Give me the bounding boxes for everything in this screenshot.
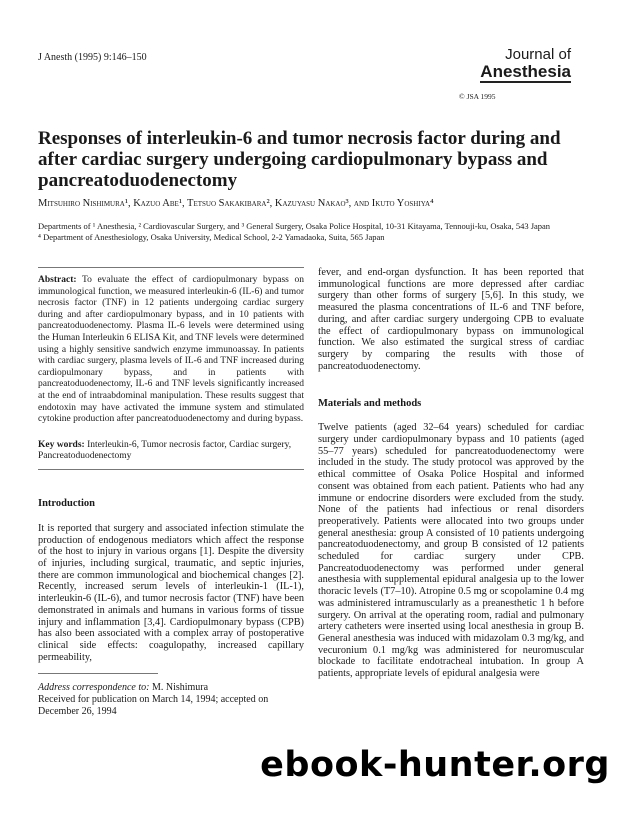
methods-heading: Materials and methods — [318, 398, 422, 410]
affiliation-1: Departments of ¹ Anesthesia, ² Cardiovascular Surgery, and ³ General Surgery, Osaka Police Hospital, 10-31 Kitayama, Tennouji-ku, Osaka, 543 Japan — [38, 221, 551, 231]
author-list: Mitsuhiro Nishimura¹, Kazuo Abe¹, Tetsuo Sakakibara², Kazuyasu Nakao³, and Ikuto Yoshiya⁴ — [38, 198, 434, 209]
journal-logo-line1: Journal of — [505, 46, 571, 63]
introduction-heading: Introduction — [38, 497, 95, 509]
abstract-text: To evaluate the effect of cardiopulmonary bypass on immunological function, we measured interleukin-6 (IL-6) and tumor necrosis factor (TNF) in 12 patients undergoing cardiac surgery during and after cardiopulmonary bypass, and in 10 patients with pancreatoduodenectomy. Plasma IL-6 levels were determined using the Human Interleukin 6 ELISA Kit, and TNF levels were determined using a highly sensitive sandwich enzyme immunoassay. In patients with cardiac surgery, plasma levels of IL-6 and TNF increased during cardiopulmonary bypass, and in patients with pancreatoduodenectomy, IL-6 and TNF levels significantly increased at the end of intraabdominal manipulation. These results suggest that endotoxin may have activated the immune system and stimulated cytokine production after pancreatoduodenectomy and during bypass. — [38, 275, 304, 425]
abstract-top-rule — [38, 267, 304, 268]
keywords — [38, 440, 304, 463]
affiliation-2: ⁴ Department of Anesthesiology, Osaka University, Medical School, 2-2 Yamadaoka, Suita, 565 Japan — [38, 231, 385, 242]
abstract-label: Abstract: — [38, 275, 77, 285]
introduction-text: It is reported that surgery and associated infection stimulate the production of endogenous mediators which affect the response of the host to injury in various organs [1]. Despite the diversity of injuries, including surgical, traumatic, and septic injuries, there are common immunological and biochemical changes [2]. Recently, increased serum levels of interleukin-1 (IL-1), interleukin-6 (IL-6), and tumor necrosis factor (TNF) have been demonstrated in animals and humans in various forms of tissue injury and inflammation [3,4]. Cardiopulmonary bypass (CPB) has also been associated with a complex array of postoperative clinical side effects: coagulopathy, increased capillary permeability, — [38, 522, 304, 663]
left-column — [38, 267, 304, 717]
affiliations — [38, 221, 598, 242]
journal-logo — [480, 47, 571, 83]
keywords-bottom-rule — [38, 469, 304, 470]
journal-logo-rule — [480, 81, 571, 83]
keywords-label: Key words: — [38, 439, 85, 450]
article-title: Responses of interleukin-6 and tumor necrosis factor during and after cardiac surgery undergoing cardiopulmonary bypass and pancreatoduodenectomy — [38, 128, 561, 191]
copyright-notice: © JSA 1995 — [459, 92, 496, 101]
keywords-text: Interleukin-6, Tumor necrosis factor, Cardiac surgery, Pancreatoduodenectomy — [38, 439, 292, 462]
journal-logo-line2: Anesthesia — [480, 62, 571, 81]
received-date: Received for publication on March 14, 1994; accepted on December 26, 1994 — [38, 694, 269, 717]
watermark: ebook-hunter.org — [260, 745, 610, 785]
introduction-continuation: fever, and end-organ dysfunction. It has been reported that immunological functions are more depressed after cardiac surgery than other forms of surgery [5,6]. In this study, we measured the plasma concentrations of IL-6 and TNF before, during, and after cardiac surgery undergoing CPB to evaluate the effect of cardiopulmonary bypass on immunological function. We also estimated the surgical stress of cardiac surgery by comparing the results with those of pancreatoduodenectomy. — [318, 267, 584, 372]
methods-text: Twelve patients (aged 32–64 years) scheduled for cardiac surgery under cardiopulmonary bypass and 10 patients (aged 55–77 years) scheduled for pancreatoduodenectomy were included in the study. The study protocol was approved by the ethical committee of Osaka Police Hospital and informed consent was obtained from each patient. Patients who had any immune or endocrine disorders were excluded from the study. None of the patients had infectious or renal disorders preoperatively. Patients were allocated into two groups under general anesthesia: group A consisted of 10 patients undergoing pancreatoduodenectomy, and group B consisted of 12 patients scheduled for cardiac surgery under CPB. Pancreatoduodenectomy was performed under general anesthesia with supplemental epidural analgesia up to the lower thoracic levels (T7–10). Atropine 0.5 mg or scopolamine 0.4 mg was administered intramuscularly as a preanesthetic 1 h before surgery. On arrival at the operating room, radial and pulmonary artery catheters were inserted using local anesthesia in group B. General anesthesia was induced with midazolam 0.3 mg/kg, and vecuronium 0.1 mg/kg was administered for neuromuscular blockade to facilitate endotracheal intubation. In group A patients, appropriate levels of epidural analgesia were — [318, 422, 584, 680]
correspondence-name: M. Nishimura — [151, 682, 209, 694]
footnote-rule — [38, 673, 158, 674]
correspondence-label: Address correspondence to: — [38, 682, 150, 694]
abstract — [38, 275, 304, 426]
journal-citation: J Anesth (1995) 9:146–150 — [38, 52, 147, 63]
right-column — [318, 267, 584, 680]
correspondence-note — [38, 682, 304, 717]
